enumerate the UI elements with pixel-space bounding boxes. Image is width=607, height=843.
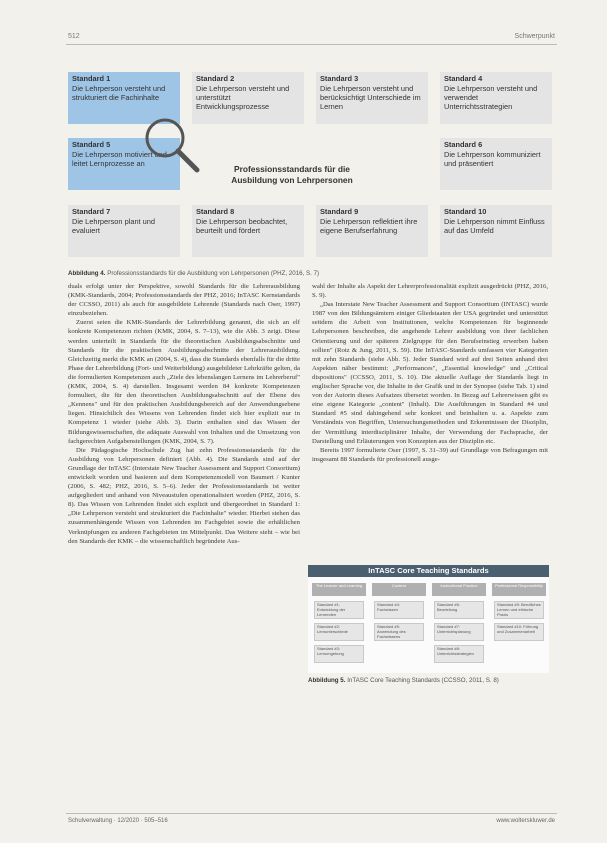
figure-center-title: Professionsstandards für die Ausbildung von Lehrpersonen bbox=[231, 164, 353, 185]
standard-title: Standard 2 bbox=[196, 74, 235, 83]
intasc-category-header: Content bbox=[372, 583, 426, 596]
standard-title: Standard 9 bbox=[320, 207, 359, 216]
standard-title: Standard 5 bbox=[72, 140, 111, 149]
figure-5-caption bbox=[308, 677, 548, 686]
figure-4-caption bbox=[68, 270, 319, 277]
standard-10-box bbox=[440, 205, 552, 257]
caption-label: Abbildung 4. bbox=[68, 270, 106, 277]
standard-title: Standard 8 bbox=[196, 207, 235, 216]
standard-text: Die Lehrperson reflektiert ihre eigene Berufserfahrung bbox=[320, 216, 418, 235]
standard-text: Die Lehrperson versteht und unterstützt Entwicklungsprozesse bbox=[196, 83, 290, 111]
paragraph: duals erfolgt unter der Perspektive, sowohl Standards für die Lehrerausbildung (KMK-Standards, 2004; Professionsstandards der PHZ, 2016; InTASC Kernstandards der CCSSO, 2011) als auch für ausgebildete Lehrende (Standards nach Oser, 1997) einzubeziehen. bbox=[68, 283, 300, 318]
standard-text: Die Lehrperson kommuniziert und präsentiert bbox=[444, 149, 541, 168]
intasc-title: InTASC Core Teaching Standards bbox=[308, 565, 549, 577]
intasc-category-header: Professional Responsibility bbox=[492, 583, 546, 596]
intasc-standard-box: Standard #4: Fachwissen bbox=[374, 601, 424, 619]
footer-journal: Schulverwaltung · 12/2020 · 505–516 bbox=[68, 818, 168, 824]
standard-title: Standard 7 bbox=[72, 207, 111, 216]
standard-text: Die Lehrperson versteht und strukturiert die Fachinhalte bbox=[72, 83, 166, 102]
figure-intasc bbox=[308, 565, 549, 673]
standard-title: Standard 10 bbox=[444, 207, 487, 216]
standard-2-box bbox=[192, 72, 304, 124]
intasc-category-header: The Learner and Learning bbox=[312, 583, 366, 596]
standard-text: Die Lehrperson beobachtet, beurteilt und fördert bbox=[196, 216, 288, 235]
paragraph: „Das Interstate New Teacher Assessment and Support Consortium (INTASC) wurde 1987 von den Bildungsämtern einiger Gliedstaaten der USA gegründet und unterstützt seitdem die Arbeit von Institutionen, welche Kompetenzen für beginnende Lehrpersonen beschreiben, die angehende Lehrer ausbildung von ihrer fachlichen Orientierung und der späteren Zielgruppe für den Berufseinstieg erwerben haben sollten" (Rotz & Jung, 2011, S. 59). Die InTASC-Standards umfassen vier Kategorien mit zehn Standards (siehe Abb. 5). Jeder Standard wird auf drei Seiten anhand drei Aspekten näher bestimmt: „Performances", „Essential knowledge" und „Critical dispositions" (CCSSO, 2011, S. 10). Die aktuelle Auflage der Standards liegt in englischer Sprache vor, die Inhalte in der Grafik und in der Synopse (siehe Tab. 1) sind von der Autorin dieses Aufsatzes übersetzt worden. In Bezug auf Lehrerwissen gibt es eine eigene Kategorie „content" (Inhalt). Die Ausführungen in Standard #4 und Standard #5 sind dahingehend sehr konkret und beinhalten u. a. Aspekte zum Verständnis von Begriffen, Untersuchungsmethoden und Erkenntnissen der Disziplin, der Vermittlung interdisziplinärer Inhalte, der Verwendung der Fachsprache, der Darstellung und Erläuterungen von Konzepten aus der Disziplin etc. bbox=[312, 301, 548, 445]
intasc-standard-box: Standard #7: Unterrichtsplanung bbox=[434, 623, 484, 641]
intasc-standard-box: Standard #10: Führung und Zusammenarbeit bbox=[494, 623, 544, 641]
standard-text: Die Lehrperson nimmt Einfluss auf das Umfeld bbox=[444, 216, 545, 235]
magnifier-icon bbox=[143, 116, 203, 176]
header-rule bbox=[66, 44, 557, 45]
intasc-standard-box: Standard #9: Berufliches Lernen und ethische Praxis bbox=[494, 601, 544, 619]
paragraph: Zuerst seien die KMK-Standards der Lehrerbildung genannt, die sich an elf konkrete Kompetenzen richten (KMK, 2004, S. 7–13), wie die Abb. 3 zeigt. Diese werden unterteilt in Standards für die theoretischen Ausbildungsabschnitte und Standards für die praktischen Ausbildungsabschnitte der Lehrerausbildung. Gleichzeitig merkt die KMK an (2004, S. 4), dass die Standards ebenfalls für die dritte Phase der Lehrerbildung (Fort- und Weiterbildung) ausgebildeter Lehrkräfte gelten, da die formulierten Kompetenzen auch „Ziele des lebenslangen Lernens im Lehrerberuf" (KMK, 2004, S. 4) darstellen. Insgesamt werden 84 konkrete Kompetenzen formuliert, die für den theoretischen Ausbildungsabschnitt auf der Ebene des „Kennens" und für den praktischen Ausbildungsbereich auf der Anwendungsebene liegen. Hinsichtlich des Wissens von Lehrenden findet sich hier explizit nur in Kompetenz 1 wieder (siehe Abb. 3). Darin enthalten sind das Wissen der Bildungswissenschaften, die adäquate Auswahl von Inhalten und die Umsetzung von fachgerechten Aufgabenstellungen (KMK, 2004, S. 7). bbox=[68, 319, 300, 445]
running-header: Schwerpunkt bbox=[514, 33, 555, 40]
standard-text: Die Lehrperson plant und evaluiert bbox=[72, 216, 155, 235]
standard-title: Standard 1 bbox=[72, 74, 111, 83]
right-text-column bbox=[312, 282, 548, 464]
standard-3-box bbox=[316, 72, 428, 124]
standard-title: Standard 6 bbox=[444, 140, 483, 149]
standard-text: Die Lehrperson motiviert und leitet Lernprozesse an bbox=[72, 149, 167, 168]
footer-publisher: www.wolterskluwer.de bbox=[496, 818, 555, 824]
paragraph: Bereits 1997 formulierte Oser (1997, S. 31–39) auf Grundlage von Befragungen mit insgesamt 88 Standards für professionell ausge- bbox=[312, 446, 548, 463]
intasc-standard-box: Standard #5: Anwendung des Fachwissens bbox=[374, 623, 424, 641]
footer-rule bbox=[66, 813, 557, 814]
standard-7-box bbox=[68, 205, 180, 257]
intasc-standard-box: Standard #8: Unterrichtsstrategien bbox=[434, 645, 484, 663]
intasc-standard-box: Standard #3: Lernumgebung bbox=[314, 645, 364, 663]
caption-text: Professionsstandards für die Ausbildung von Lehrpersonen (PHZ, 2016, S. 7) bbox=[107, 270, 320, 277]
intasc-standard-box: Standard #6: Beurteilung bbox=[434, 601, 484, 619]
caption-label: Abbildung 5. bbox=[308, 677, 346, 684]
standard-text: Die Lehrperson versteht und verwendet Unterrichtsstrategien bbox=[444, 83, 538, 111]
intasc-standard-box: Standard #1: Entwicklung der Lernenden bbox=[314, 601, 364, 619]
paragraph: Die Pädagogische Hochschule Zug hat zehn Professionsstandards für die Ausbildung von Lehrpersonen definiert (Abb. 4). Die Standards sind auf der Grundlage der InTASC (Interstate New Teacher Assessment and Support Consortium) entwickelt worden und basieren auf dem Kompetenzmodell von Baumert / Kunter (2006, S. 482; PHZ, 2016, S. 5–6). Jeder der Professionsstandards ist weiter aufgegliedert und anhand von Niveaustufen operationalisiert worden (PHZ, 2016, S. 8). Das Wissen von Lehrenden findet sich explizit und übergeordnet in Standard 1: „Die Lehrperson versteht und strukturiert die Fachinhalte" wieder. Hierbei stehen das zusammenhängende Wissen von Lehrenden im Fachgebiet sowie die erhältlichen Verknüpfungen zu anderen Fachgebieten im Mittelpunkt. Das Weitere steht – wie bei den Standards der KMK – die wissenschaftlich begründete Aus- bbox=[68, 446, 300, 545]
standard-text: Die Lehrperson versteht und berücksichtigt Unterschiede im Lernen bbox=[320, 83, 421, 111]
standard-4-box bbox=[440, 72, 552, 124]
standard-title: Standard 3 bbox=[320, 74, 359, 83]
standard-8-box bbox=[192, 205, 304, 257]
standard-9-box bbox=[316, 205, 428, 257]
intasc-category-header: Instructional Practice bbox=[432, 583, 486, 596]
left-text-column bbox=[68, 282, 300, 546]
page-number: 512 bbox=[68, 33, 80, 40]
paragraph: wahl der Inhalte als Aspekt der Lehrerprofessionalität explizit ausgedrückt (PHZ, 2016, S. 9). bbox=[312, 283, 548, 300]
intasc-standard-box: Standard #2: Lernunterschiede bbox=[314, 623, 364, 641]
standard-6-box bbox=[440, 138, 552, 190]
standard-title: Standard 4 bbox=[444, 74, 483, 83]
caption-text: InTASC Core Teaching Standards (CCSSO, 2011, S. 8) bbox=[347, 677, 499, 684]
